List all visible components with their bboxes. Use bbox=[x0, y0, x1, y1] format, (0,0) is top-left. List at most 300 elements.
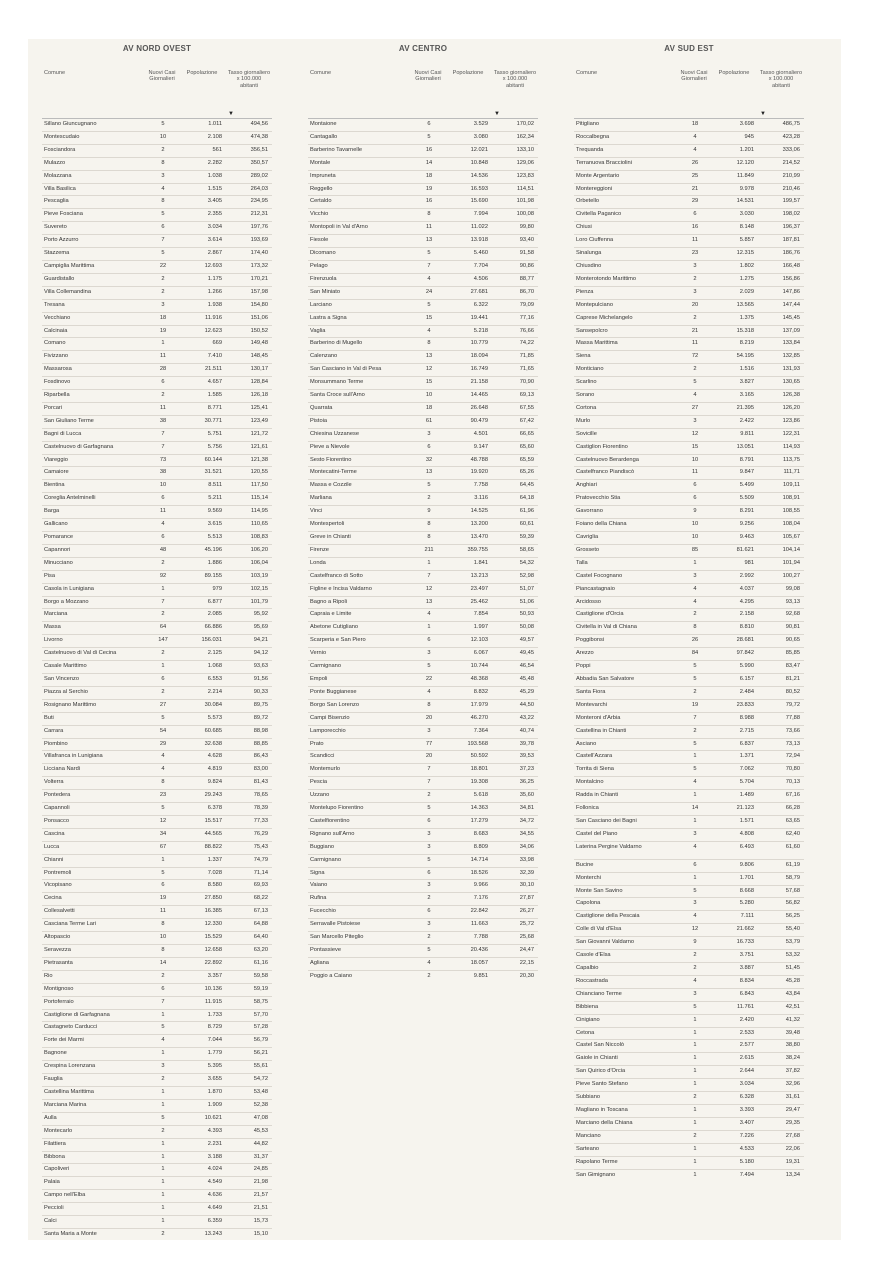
cell-comune: Carmignano bbox=[310, 663, 341, 670]
cell-nuovi-casi: 6 bbox=[693, 495, 697, 502]
cell-comune: Pitigliano bbox=[576, 121, 600, 127]
table-row bbox=[42, 751, 272, 764]
cell-comune: Borgo San Lorenzo bbox=[310, 701, 360, 708]
cell-popolazione: 2.867 bbox=[207, 250, 222, 257]
cell-nuovi-casi: 14 bbox=[159, 959, 167, 966]
table-row bbox=[574, 1118, 804, 1131]
cell-comune: Agliana bbox=[310, 959, 329, 966]
cell-comune: Figline e Incisa Valdarno bbox=[310, 585, 372, 592]
cell-comune: Civitella in Val di Chiana bbox=[576, 624, 637, 631]
cell-tasso: 15,73 bbox=[253, 1218, 268, 1225]
table-row bbox=[42, 506, 272, 519]
cell-nuovi-casi: 10 bbox=[425, 392, 433, 399]
cell-tasso: 73,66 bbox=[785, 727, 800, 734]
cell-nuovi-casi: 12 bbox=[691, 926, 699, 933]
cell-tasso: 198,02 bbox=[782, 211, 800, 218]
cell-nuovi-casi: 2 bbox=[427, 972, 431, 979]
cell-comune: San Gimignano bbox=[576, 1171, 616, 1178]
table-row bbox=[574, 171, 804, 184]
cell-popolazione: 2.484 bbox=[739, 688, 754, 695]
cell-comune: San Vincenzo bbox=[44, 675, 79, 682]
cell-tasso: 81,21 bbox=[785, 675, 800, 682]
cell-tasso: 77,33 bbox=[253, 817, 268, 824]
cell-tasso: 73,13 bbox=[785, 740, 800, 747]
cell-nuovi-casi: 4 bbox=[161, 185, 165, 192]
cell-comune: Campi Bisenzio bbox=[310, 714, 350, 721]
cell-tasso: 196,37 bbox=[782, 224, 800, 231]
cell-tasso: 474,38 bbox=[250, 133, 268, 140]
cell-popolazione: 4.649 bbox=[207, 1205, 222, 1212]
cell-comune: Castiglione di Garfagnana bbox=[44, 1011, 110, 1018]
cell-popolazione: 10.848 bbox=[470, 159, 488, 166]
cell-nuovi-casi: 11 bbox=[692, 340, 698, 347]
cell-comune: Montalcino bbox=[576, 779, 604, 786]
cell-tasso: 21,51 bbox=[253, 1205, 268, 1212]
table-row bbox=[574, 132, 804, 145]
table-row bbox=[42, 687, 272, 700]
cell-popolazione: 2.992 bbox=[739, 572, 754, 579]
table-row bbox=[574, 248, 804, 261]
table-row bbox=[42, 571, 272, 584]
cell-comune: Buggiano bbox=[310, 843, 335, 850]
cell-tasso: 54,32 bbox=[519, 559, 534, 566]
cell-tasso: 85,85 bbox=[785, 650, 800, 657]
cell-comune: Monterchi bbox=[576, 874, 601, 881]
cell-popolazione: 2.422 bbox=[739, 417, 754, 424]
cell-comune: Ponsacco bbox=[44, 817, 69, 824]
cell-popolazione: 7.994 bbox=[473, 211, 488, 218]
header-divider bbox=[308, 118, 538, 119]
cell-comune: Talla bbox=[576, 559, 588, 566]
cell-popolazione: 1.802 bbox=[739, 262, 754, 269]
table-row bbox=[308, 713, 538, 726]
cell-nuovi-casi: 2 bbox=[693, 275, 697, 282]
table-row bbox=[42, 274, 272, 287]
cell-nuovi-casi: 6 bbox=[427, 121, 431, 127]
cell-tasso: 147,44 bbox=[782, 301, 800, 308]
cell-comune: Rosignano Marittimo bbox=[44, 701, 97, 708]
cell-nuovi-casi: 11 bbox=[426, 224, 432, 231]
cell-tasso: 77,16 bbox=[519, 314, 534, 321]
cell-comune: Rapolano Terme bbox=[576, 1158, 618, 1165]
cell-comune: Campo nell'Elba bbox=[44, 1192, 86, 1199]
header-popolazione[interactable]: Popolazione bbox=[186, 70, 218, 76]
table-row bbox=[308, 480, 538, 493]
cell-tasso: 210,99 bbox=[782, 172, 800, 179]
header-nuovi-casi[interactable]: Nuovi Casi Giornalieri bbox=[680, 70, 708, 83]
cell-comune: Cinigiano bbox=[576, 1016, 600, 1023]
cell-nuovi-casi: 5 bbox=[161, 1114, 165, 1121]
cell-nuovi-casi: 3 bbox=[161, 301, 165, 308]
cell-popolazione: 90.479 bbox=[470, 417, 488, 424]
cell-nuovi-casi: 6 bbox=[427, 869, 431, 876]
cell-nuovi-casi: 5 bbox=[161, 869, 165, 876]
cell-comune: Portoferraio bbox=[44, 998, 74, 1005]
cell-nuovi-casi: 3 bbox=[693, 417, 697, 424]
cell-nuovi-casi: 2 bbox=[161, 288, 165, 295]
table-row bbox=[42, 803, 272, 816]
cell-popolazione: 9.847 bbox=[739, 469, 754, 476]
cell-nuovi-casi: 2 bbox=[161, 1127, 165, 1134]
cell-comune: Bientina bbox=[44, 482, 65, 489]
cell-tasso: 212,31 bbox=[250, 211, 268, 218]
cell-comune: Pelago bbox=[310, 262, 328, 269]
table-row bbox=[574, 597, 804, 610]
table-row bbox=[308, 119, 538, 132]
cell-comune: Anghiari bbox=[576, 482, 597, 489]
cell-nuovi-casi: 5 bbox=[693, 766, 697, 773]
header-nuovi-casi[interactable]: Nuovi Casi Giornalieri bbox=[148, 70, 176, 83]
cell-tasso: 37,82 bbox=[785, 1068, 800, 1075]
cell-popolazione: 12.103 bbox=[470, 637, 488, 644]
cell-popolazione: 8.729 bbox=[207, 1024, 222, 1031]
cell-comune: Comano bbox=[44, 340, 66, 347]
cell-nuovi-casi: 2 bbox=[161, 611, 165, 618]
table-row bbox=[574, 700, 804, 713]
cell-popolazione: 9.463 bbox=[739, 534, 754, 540]
header-popolazione[interactable]: Popolazione bbox=[452, 70, 484, 76]
cell-tasso: 60,61 bbox=[519, 521, 534, 528]
table-row bbox=[308, 429, 538, 442]
cell-nuovi-casi: 8 bbox=[161, 947, 165, 953]
cell-nuovi-casi: 28 bbox=[159, 366, 167, 373]
table-row bbox=[574, 1040, 804, 1053]
cell-tasso: 43,22 bbox=[519, 714, 534, 721]
table-row bbox=[574, 119, 804, 132]
cell-popolazione: 12.330 bbox=[204, 921, 222, 928]
cell-comune: Serravalle Pistoiese bbox=[310, 921, 361, 928]
cell-nuovi-casi: 4 bbox=[693, 133, 697, 140]
cell-tasso: 92,68 bbox=[785, 611, 800, 618]
table-row bbox=[42, 1010, 272, 1023]
table-row bbox=[42, 416, 272, 429]
table-row bbox=[308, 635, 538, 648]
cell-tasso: 45,29 bbox=[519, 688, 534, 695]
cell-comune: Montepulciano bbox=[576, 301, 613, 308]
table-row bbox=[42, 184, 272, 197]
cell-tasso: 71,14 bbox=[253, 869, 268, 876]
header-popolazione[interactable]: Popolazione bbox=[718, 70, 750, 76]
section-av-nord-ovest bbox=[42, 39, 272, 1241]
cell-comune: Massa Marittima bbox=[576, 340, 618, 347]
cell-popolazione: 20.436 bbox=[470, 947, 488, 953]
cell-popolazione: 4.808 bbox=[739, 830, 754, 837]
cell-comune: Marciana Marina bbox=[44, 1101, 87, 1108]
cell-tasso: 72,94 bbox=[785, 753, 800, 760]
cell-tasso: 22,15 bbox=[519, 959, 534, 966]
cell-popolazione: 7.410 bbox=[207, 353, 222, 360]
cell-tasso: 101,94 bbox=[782, 559, 800, 566]
cell-tasso: 105,67 bbox=[782, 534, 800, 540]
cell-comune: Castelfranco di Sotto bbox=[310, 572, 363, 579]
cell-nuovi-casi: 3 bbox=[427, 921, 431, 928]
table-row bbox=[308, 816, 538, 829]
table-row bbox=[308, 493, 538, 506]
cell-nuovi-casi: 3 bbox=[693, 900, 697, 907]
cell-tasso: 39,48 bbox=[785, 1029, 800, 1036]
cell-comune: Monte San Savino bbox=[576, 887, 623, 894]
cell-tasso: 57,68 bbox=[785, 887, 800, 894]
table-row bbox=[574, 898, 804, 911]
cell-popolazione: 18.094 bbox=[470, 353, 488, 360]
cell-tasso: 51,07 bbox=[519, 585, 534, 592]
cell-popolazione: 31.521 bbox=[204, 469, 222, 476]
cell-tasso: 95,69 bbox=[253, 624, 268, 631]
cell-popolazione: 1.337 bbox=[207, 856, 222, 863]
cell-comune: Prato bbox=[310, 740, 324, 747]
cell-nuovi-casi: 22 bbox=[159, 262, 167, 269]
cell-comune: Cavriglia bbox=[576, 534, 599, 540]
cell-tasso: 31,61 bbox=[785, 1094, 800, 1101]
cell-nuovi-casi: 4 bbox=[693, 392, 697, 399]
cell-nuovi-casi: 23 bbox=[159, 792, 167, 799]
cell-popolazione: 1.841 bbox=[473, 559, 488, 566]
cell-nuovi-casi: 4 bbox=[427, 959, 431, 966]
cell-nuovi-casi: 3 bbox=[161, 172, 165, 179]
cell-tasso: 19,31 bbox=[785, 1158, 800, 1165]
cell-popolazione: 54.195 bbox=[736, 353, 754, 360]
cell-popolazione: 3.698 bbox=[739, 121, 754, 127]
cell-popolazione: 5.280 bbox=[739, 900, 754, 907]
cell-tasso: 68,22 bbox=[253, 895, 268, 902]
table-row bbox=[42, 674, 272, 687]
cell-nuovi-casi: 5 bbox=[161, 805, 165, 812]
cell-nuovi-casi: 1 bbox=[161, 1050, 165, 1057]
cell-tasso: 130,65 bbox=[782, 379, 800, 386]
table-row bbox=[42, 945, 272, 958]
cell-nuovi-casi: 5 bbox=[693, 740, 697, 747]
cell-nuovi-casi: 64 bbox=[159, 624, 167, 631]
cell-comune: Orbetello bbox=[576, 198, 600, 205]
table-header bbox=[42, 58, 272, 119]
cell-popolazione: 1.733 bbox=[207, 1011, 222, 1018]
cell-comune: Montespertoli bbox=[310, 521, 345, 528]
cell-nuovi-casi: 1 bbox=[693, 1119, 697, 1126]
sort-desc-icon[interactable]: ▼ bbox=[494, 111, 500, 117]
cell-popolazione: 1.371 bbox=[739, 753, 754, 760]
table-row bbox=[574, 261, 804, 274]
cell-comune: Sansepolcro bbox=[576, 327, 608, 334]
cell-tasso: 186,76 bbox=[782, 250, 800, 257]
table-row bbox=[574, 1015, 804, 1028]
cell-comune: Pienza bbox=[576, 288, 594, 295]
cell-popolazione: 4.506 bbox=[473, 275, 488, 282]
table-row bbox=[42, 609, 272, 622]
table-row bbox=[308, 932, 538, 945]
cell-popolazione: 27.850 bbox=[204, 895, 222, 902]
table-row bbox=[308, 532, 538, 545]
cell-popolazione: 7.111 bbox=[740, 913, 754, 920]
header-nuovi-casi[interactable]: Nuovi Casi Giornalieri bbox=[414, 70, 442, 83]
cell-tasso: 137,09 bbox=[782, 327, 800, 334]
cell-popolazione: 2.644 bbox=[739, 1068, 754, 1075]
cell-tasso: 20,30 bbox=[519, 972, 534, 979]
header-tasso[interactable]: Tasso giornaliero x 100.000 abitanti bbox=[227, 70, 271, 89]
table-row bbox=[42, 971, 272, 984]
cell-nuovi-casi: 5 bbox=[161, 1024, 165, 1031]
cell-nuovi-casi: 11 bbox=[160, 404, 166, 411]
cell-nuovi-casi: 5 bbox=[161, 250, 165, 257]
table-row bbox=[42, 984, 272, 997]
cell-tasso: 86,43 bbox=[253, 753, 268, 760]
cell-comune: Chianciano Terme bbox=[576, 990, 622, 997]
cell-nuovi-casi: 3 bbox=[693, 572, 697, 579]
cell-nuovi-casi: 3 bbox=[427, 830, 431, 837]
table-row bbox=[574, 506, 804, 519]
cell-tasso: 69,13 bbox=[519, 392, 534, 399]
table-row bbox=[42, 248, 272, 261]
table-row bbox=[42, 235, 272, 248]
table-row bbox=[308, 132, 538, 145]
cell-tasso: 86,70 bbox=[519, 288, 534, 295]
cell-nuovi-casi: 11 bbox=[160, 508, 166, 515]
cell-popolazione: 359.755 bbox=[467, 546, 488, 553]
table-row bbox=[308, 597, 538, 610]
cell-tasso: 67,42 bbox=[519, 417, 534, 424]
cell-popolazione: 3.030 bbox=[739, 211, 754, 218]
header-tasso[interactable]: Tasso giornaliero x 100.000 abitanti bbox=[493, 70, 537, 89]
cell-comune: Murlo bbox=[576, 417, 591, 424]
cell-comune: Capalbio bbox=[576, 965, 599, 971]
cell-popolazione: 1.266 bbox=[207, 288, 222, 295]
cell-tasso: 22,06 bbox=[785, 1145, 800, 1152]
cell-comune: Uzzano bbox=[310, 792, 330, 799]
table-row bbox=[42, 1164, 272, 1177]
cell-tasso: 31,37 bbox=[253, 1153, 268, 1160]
cell-popolazione: 4.501 bbox=[473, 430, 488, 437]
sort-desc-icon[interactable]: ▼ bbox=[228, 111, 234, 117]
sort-desc-icon[interactable]: ▼ bbox=[760, 111, 766, 117]
cell-comune: Arcidosso bbox=[576, 598, 601, 605]
table-row bbox=[308, 829, 538, 842]
cell-tasso: 99,80 bbox=[519, 224, 534, 231]
cell-tasso: 145,45 bbox=[782, 314, 800, 321]
table-row bbox=[574, 455, 804, 468]
table-row bbox=[42, 287, 272, 300]
cell-nuovi-casi: 4 bbox=[427, 327, 431, 334]
cell-popolazione: 10.779 bbox=[470, 340, 488, 347]
cell-tasso: 89,72 bbox=[253, 714, 268, 721]
cell-tasso: 132,85 bbox=[782, 353, 800, 360]
table-row bbox=[42, 764, 272, 777]
table-row bbox=[308, 519, 538, 532]
cell-nuovi-casi: 3 bbox=[427, 727, 431, 734]
cell-popolazione: 669 bbox=[212, 340, 222, 347]
cell-tasso: 94,21 bbox=[253, 637, 268, 644]
table-row bbox=[42, 390, 272, 403]
cell-comune: Calcinaia bbox=[44, 327, 68, 334]
cell-nuovi-casi: 34 bbox=[159, 830, 167, 837]
cell-popolazione: 7.494 bbox=[739, 1171, 754, 1178]
cell-tasso: 49,57 bbox=[519, 637, 534, 644]
cell-popolazione: 5.990 bbox=[739, 663, 754, 670]
cell-comune: Carmignano bbox=[310, 856, 341, 863]
cell-nuovi-casi: 1 bbox=[693, 559, 697, 566]
cell-tasso: 64,40 bbox=[253, 934, 268, 941]
cell-comune: Pescia bbox=[310, 779, 328, 786]
cell-comune: Montescudaio bbox=[44, 133, 80, 140]
table-row bbox=[308, 726, 538, 739]
cell-tasso: 100,27 bbox=[782, 572, 800, 579]
table-row bbox=[42, 855, 272, 868]
cell-nuovi-casi: 5 bbox=[427, 663, 431, 670]
cell-comune: Civitella Paganico bbox=[576, 211, 622, 218]
cell-popolazione: 3.188 bbox=[207, 1153, 222, 1160]
section-title: AV NORD OVEST bbox=[122, 44, 192, 53]
cell-comune: Montecatini-Terme bbox=[310, 469, 357, 476]
header-tasso[interactable]: Tasso giornaliero x 100.000 abitanti bbox=[759, 70, 803, 89]
cell-nuovi-casi: 11 bbox=[160, 908, 166, 915]
cell-tasso: 154,80 bbox=[250, 301, 268, 308]
cell-tasso: 58,79 bbox=[785, 874, 800, 881]
cell-nuovi-casi: 14 bbox=[425, 159, 433, 166]
cell-popolazione: 12.693 bbox=[204, 262, 222, 269]
cell-popolazione: 8.832 bbox=[473, 688, 488, 695]
table-row bbox=[308, 945, 538, 958]
cell-nuovi-casi: 6 bbox=[427, 443, 431, 450]
cell-comune: Piombino bbox=[44, 740, 68, 747]
cell-popolazione: 7.176 bbox=[473, 895, 488, 902]
table-row bbox=[42, 493, 272, 506]
cell-comune: Terranuova Bracciolini bbox=[576, 159, 632, 166]
cell-popolazione: 3.116 bbox=[474, 495, 488, 502]
cell-popolazione: 14.536 bbox=[470, 172, 488, 179]
cell-comune: Palaia bbox=[44, 1179, 60, 1186]
cell-tasso: 51,06 bbox=[519, 598, 534, 605]
cell-comune: Minucciano bbox=[44, 559, 73, 566]
table-row bbox=[308, 287, 538, 300]
cell-tasso: 63,20 bbox=[253, 947, 268, 953]
cell-tasso: 148,45 bbox=[250, 353, 268, 360]
cell-popolazione: 17.279 bbox=[470, 817, 488, 824]
cell-popolazione: 19.920 bbox=[470, 469, 488, 476]
cell-comune: Vinci bbox=[310, 508, 323, 515]
cell-nuovi-casi: 5 bbox=[427, 482, 431, 489]
cell-tasso: 27,87 bbox=[519, 895, 534, 902]
cell-popolazione: 13.213 bbox=[470, 572, 488, 579]
cell-tasso: 64,88 bbox=[253, 921, 268, 928]
cell-tasso: 62,40 bbox=[785, 830, 800, 837]
cell-nuovi-casi: 6 bbox=[161, 495, 165, 502]
cell-tasso: 49,45 bbox=[519, 650, 534, 657]
table-row bbox=[574, 300, 804, 313]
cell-popolazione: 88.822 bbox=[204, 843, 222, 850]
cell-nuovi-casi: 7 bbox=[693, 714, 697, 721]
cell-popolazione: 5.756 bbox=[207, 443, 222, 450]
cell-comune: Castelnuovo di Val di Cecina bbox=[44, 650, 117, 657]
cell-nuovi-casi: 7 bbox=[427, 779, 431, 786]
cell-popolazione: 2.615 bbox=[739, 1055, 754, 1062]
cell-tasso: 42,51 bbox=[785, 1003, 800, 1010]
cell-nuovi-casi: 5 bbox=[693, 887, 697, 894]
table-row bbox=[308, 674, 538, 687]
table-row bbox=[308, 609, 538, 622]
cell-popolazione: 2.108 bbox=[207, 133, 222, 140]
cell-tasso: 123,86 bbox=[782, 417, 800, 424]
cell-tasso: 27,68 bbox=[785, 1132, 800, 1139]
cell-comune: Loro Ciuffenna bbox=[576, 237, 614, 244]
cell-tasso: 151,06 bbox=[250, 314, 268, 321]
cell-nuovi-casi: 11 bbox=[160, 353, 166, 360]
cell-tasso: 88,85 bbox=[253, 740, 268, 747]
table-row bbox=[574, 1092, 804, 1105]
cell-tasso: 55,61 bbox=[253, 1063, 268, 1070]
cell-comune: Licciana Nardi bbox=[44, 766, 81, 773]
cell-nuovi-casi: 1 bbox=[693, 1158, 697, 1165]
cell-comune: Marciano della Chiana bbox=[576, 1119, 633, 1126]
table-row bbox=[574, 558, 804, 571]
table-row bbox=[42, 700, 272, 713]
